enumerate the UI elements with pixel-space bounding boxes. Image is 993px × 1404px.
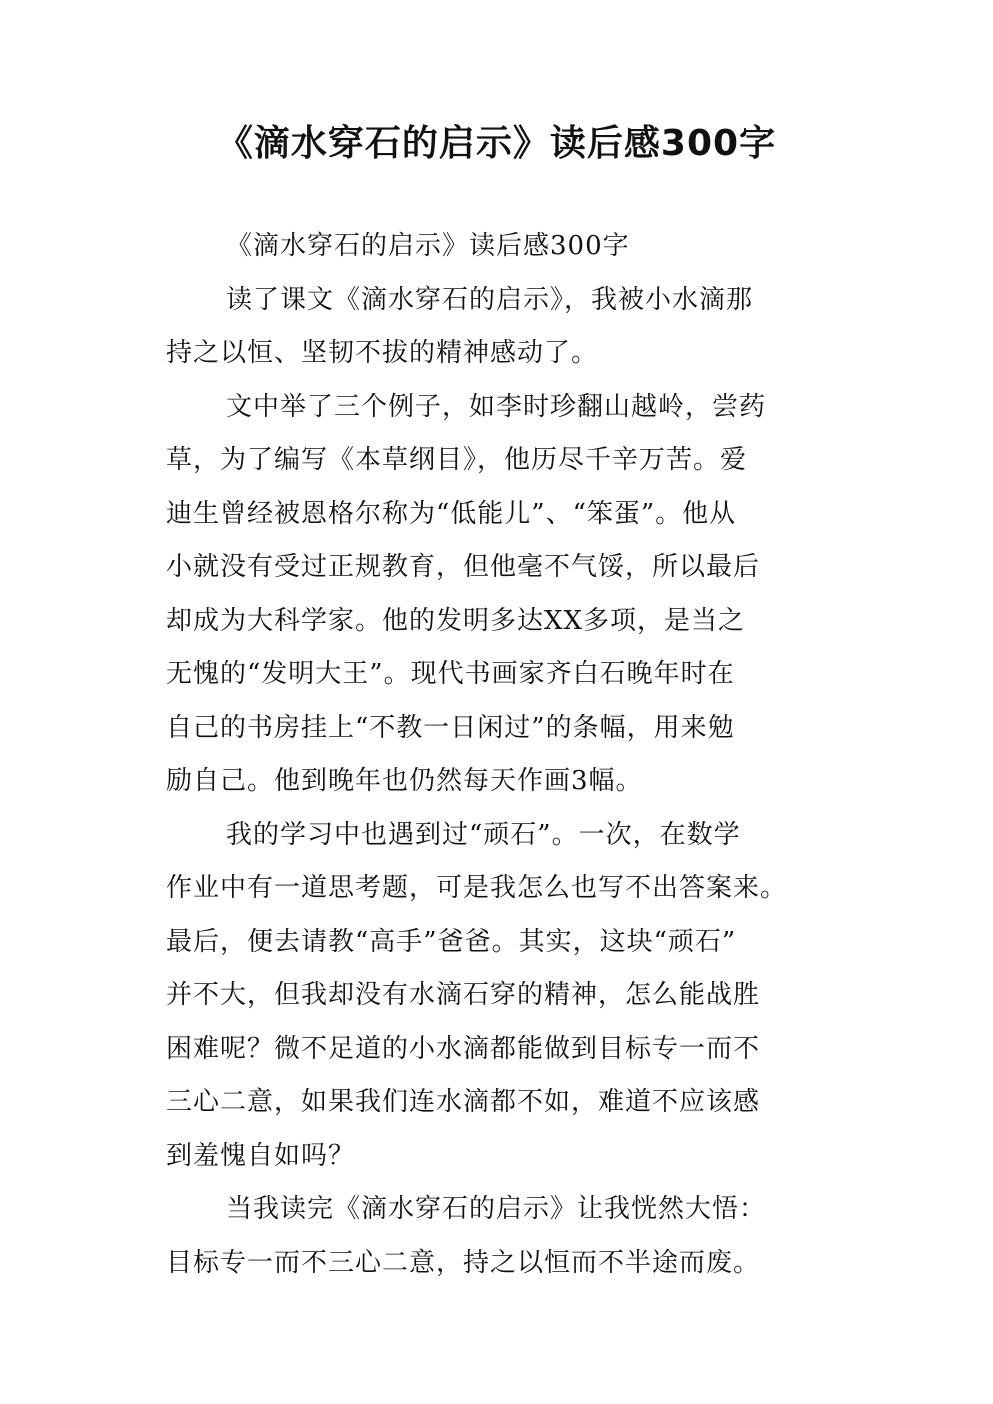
paragraph-line: 最后，便去请教“高手”爸爸。其实，这块“顽石” bbox=[166, 926, 737, 957]
paragraph-line: 我的学习中也遇到过“顽石”。一次，在数学 bbox=[226, 819, 741, 850]
paragraph-line: 文中举了三个例子，如李时珍翻山越岭，尝药 bbox=[226, 391, 767, 422]
paragraph-line: 草，为了编写《本草纲目》，他历尽千辛万苦。爱 bbox=[166, 445, 748, 475]
paragraph-line: 当我读完《滴水穿石的启示》让我恍然大悟： bbox=[226, 1194, 767, 1224]
body-subtitle: 《滴水穿石的启示》读后感300字 bbox=[226, 231, 630, 261]
document-title: 《滴水穿石的启示》读后感300字 bbox=[216, 123, 777, 164]
paragraph-line: 三心二意，如果我们连水滴都不如，难道不应该感 bbox=[166, 1087, 761, 1117]
paragraph-line: 并不大，但我却没有水滴石穿的精神，怎么能战胜 bbox=[166, 980, 761, 1010]
paragraph-line: 困难呢？微不足道的小水滴都能做到目标专一而不 bbox=[166, 1033, 761, 1064]
paragraph-line: 小就没有受过正规教育，但他毫不气馁，所以最后 bbox=[166, 552, 761, 582]
paragraph-line: 作业中有一道思考题，可是我怎么也写不出答案来。 bbox=[166, 873, 788, 903]
paragraph-line: 迪生曾经被恩格尔称为“低能儿”、“笨蛋”。他从 bbox=[166, 498, 737, 529]
paragraph-line: 读了课文《滴水穿石的启示》，我被小水滴那 bbox=[226, 284, 754, 315]
paragraph-line: 励自己。他到晚年也仍然每天作画3幅。 bbox=[166, 766, 643, 796]
paragraph-line: 到羞愧自如吗？ bbox=[166, 1140, 356, 1171]
paragraph-line: 目标专一而不三心二意，持之以恒而不半途而废。 bbox=[166, 1247, 761, 1278]
paragraph-line: 持之以恒、坚韧不拔的精神感动了。 bbox=[166, 338, 599, 368]
paragraph-line: 自己的书房挂上“不教一日闲过”的条幅，用来勉 bbox=[166, 712, 735, 743]
document-body bbox=[166, 220, 846, 1290]
paragraph-line: 却成为大科学家。他的发明多达XX多项，是当之 bbox=[166, 605, 746, 636]
paragraph-line: 无愧的“发明大王”。现代书画家齐白石晚年时在 bbox=[166, 659, 735, 689]
